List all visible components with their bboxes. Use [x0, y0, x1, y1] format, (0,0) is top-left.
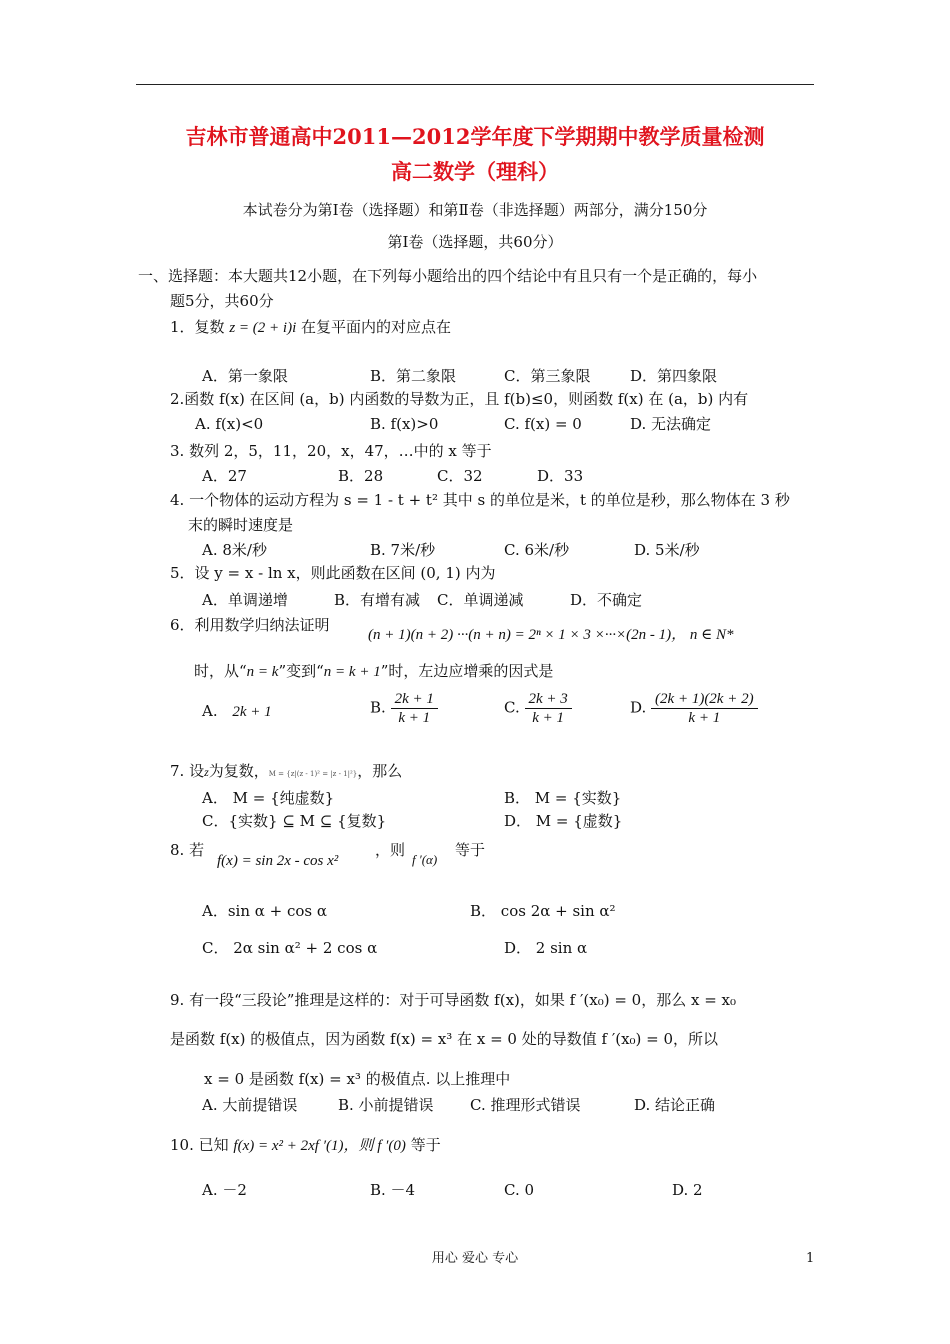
q8-option-c: C． 2α sin α² + 2 cos α	[202, 939, 378, 957]
q7-option-c: C．{实数} ⊆ M ⊆ {复数}	[202, 812, 387, 830]
q1-option-a: A．第一象限	[202, 367, 288, 385]
q4-option-b: B. 7米/秒	[370, 541, 436, 559]
footer-motto: 用心 爱心 专心	[431, 1251, 519, 1266]
q2-option-b: B. f(x)>0	[370, 415, 439, 433]
q8-mid: ，则	[375, 841, 406, 859]
q10-option-d: D. 2	[672, 1181, 703, 1199]
q6-c-denominator: k + 1	[532, 710, 565, 726]
question-6-cont	[194, 662, 553, 681]
q3-option-a: A．27	[202, 467, 247, 485]
q1-prefix: 1．复数	[170, 318, 225, 336]
q7-prefix: 7. 设	[170, 762, 205, 780]
q6-d-label: D.	[630, 698, 647, 717]
q7-option-b: B． M = {实数}	[504, 789, 622, 807]
q6-c-fraction	[525, 690, 572, 727]
q6-d-numerator: (2k + 1)(2k + 2)	[651, 690, 758, 709]
q9-option-d: D. 结论正确	[634, 1096, 716, 1114]
q3-option-d: D．33	[537, 467, 584, 485]
q8-suffix: 等于	[455, 841, 486, 859]
question-4: 4. 一个物体的运动方程为 s = 1 - t + t² 其中 s 的单位是米，t 的单位是秒，那么物体在 3 秒	[170, 491, 790, 509]
q6-option-c	[504, 690, 572, 727]
q8-option-a: A．sin α + cos α	[202, 902, 328, 920]
q6-to: n = k + 1	[323, 664, 381, 680]
q9-option-b: B. 小前提错误	[338, 1096, 434, 1114]
q8-option-d: D． 2 sin α	[504, 939, 588, 957]
question-7	[170, 762, 402, 780]
q8-derivative: f ′(α)	[412, 852, 438, 867]
q7-set-definition: M = {z|(z - 1)² = |z - 1|²}	[268, 770, 358, 778]
q6-option-b	[370, 690, 438, 727]
q1-option-b: B．第二象限	[370, 367, 457, 385]
exam-intro: 本试卷分为第Ⅰ卷（选择题）和第Ⅱ卷（非选择题）两部分，满分150分	[242, 201, 708, 219]
q6-text-a: 时，从“	[194, 662, 247, 680]
question-2: 2.函数 f(x) 在区间 (a，b) 内函数的导数为正，且 f(b)≤0，则函数 f(x) 在 (a，b) 内有	[170, 390, 749, 408]
q4-option-d: D. 5米/秒	[634, 541, 700, 559]
q10-suffix: 等于	[410, 1136, 441, 1154]
question-6: 6．利用数学归纳法证明	[170, 616, 330, 634]
q10-option-a: A. －2	[202, 1181, 247, 1199]
q6-text-b: ”变到“	[278, 662, 324, 680]
q6-a-value: 2k + 1	[232, 704, 272, 720]
question-9: 9. 有一段“三段论”推理是这样的：对于可导函数 f(x)，如果 f ′(x₀) = 0，那么 x = x₀	[170, 991, 737, 1009]
question-9-cont: 是函数 f(x) 的极值点，因为函数 f(x) = x³ 在 x = 0 处的导数值 f ′(x₀) = 0，所以	[170, 1030, 719, 1048]
top-rule	[136, 84, 814, 85]
q7-variable: z	[204, 765, 209, 779]
q7-option-d: D． M = {虚数}	[504, 812, 623, 830]
q10-formula: f(x) = x² + 2xf ′(1)，则 f ′(0)	[233, 1138, 406, 1154]
q1-option-c: C．第三象限	[504, 367, 591, 385]
question-4-cont: 末的瞬时速度是	[188, 516, 294, 534]
question-8-prefix: 8. 若	[170, 841, 205, 859]
q1-formula: z = (2 + i)i	[229, 320, 297, 336]
q4-option-c: C. 6米/秒	[504, 541, 570, 559]
question-9-cont2: x = 0 是函数 f(x) = x³ 的极值点. 以上推理中	[204, 1070, 511, 1088]
part-heading: 第Ⅰ卷（选择题，共60分）	[387, 233, 563, 251]
question-10	[170, 1136, 441, 1155]
q8-formula: f(x) = sin 2x - cos x²	[217, 853, 339, 869]
question-5: 5．设 y = x - ln x，则此函数在区间 (0, 1) 内为	[170, 564, 496, 582]
q5-option-a: A．单调递增	[202, 591, 288, 609]
q2-option-a: A. f(x)<0	[195, 415, 264, 433]
q5-option-b: B．有增有减	[334, 591, 421, 609]
q5-option-c: C．单调递减	[437, 591, 524, 609]
q9-option-c: C. 推理形式错误	[470, 1096, 581, 1114]
q2-option-d: D. 无法确定	[630, 415, 712, 433]
q6-text-c: ”时，左边应增乘的因式是	[380, 662, 554, 680]
q1-suffix: 在复平面内的对应点在	[301, 318, 452, 336]
q2-option-c: C. f(x) = 0	[504, 415, 582, 433]
q9-option-a: A. 大前提错误	[202, 1096, 298, 1114]
q6-d-fraction	[651, 690, 758, 727]
section-instruction-cont: 题5分，共60分	[170, 292, 274, 310]
q4-option-a: A. 8米/秒	[202, 541, 267, 559]
q10-option-b: B. －4	[370, 1181, 416, 1199]
q6-formula: (n + 1)(n + 2) ···(n + n) = 2ⁿ × 1 × 3 ×···×(2n - 1)， n ∈ N*	[368, 627, 734, 643]
q7-option-a: A． M = {纯虚数}	[202, 789, 335, 807]
q6-c-numerator: 2k + 3	[525, 690, 572, 709]
q6-from: n = k	[246, 664, 279, 680]
q6-b-numerator: 2k + 1	[391, 690, 438, 709]
section-instruction: 一、选择题：本大题共12小题，在下列每小题给出的四个结论中有且只有一个是正确的，每小	[138, 267, 758, 285]
exam-title: 吉林市普通高中2011—2012学年度下学期期中教学质量检测	[185, 124, 765, 149]
q6-b-denominator: k + 1	[398, 710, 431, 726]
q6-option-d	[630, 690, 758, 727]
q1-option-d: D．第四象限	[630, 367, 718, 385]
q3-option-b: B．28	[338, 467, 384, 485]
q6-option-a	[202, 702, 272, 721]
q7-suffix: ，那么	[357, 762, 403, 780]
question-1	[170, 318, 451, 337]
q3-option-c: C．32	[437, 467, 483, 485]
q10-prefix: 10. 已知	[170, 1136, 229, 1154]
exam-subtitle: 高二数学（理科）	[391, 159, 559, 184]
q8-option-b: B． cos 2α + sin α²	[470, 902, 616, 920]
page-number: 1	[806, 1251, 815, 1266]
q7-mid: 为复数，	[208, 762, 269, 780]
question-3: 3. 数列 2，5，11，20，x，47，…中的 x 等于	[170, 442, 492, 460]
q6-b-fraction	[391, 690, 438, 727]
q6-a-label: A.	[202, 702, 218, 720]
q6-b-label: B.	[370, 698, 386, 717]
q6-c-label: C.	[504, 698, 520, 717]
q6-d-denominator: k + 1	[688, 710, 721, 726]
q5-option-d: D．不确定	[570, 591, 643, 609]
q10-option-c: C. 0	[504, 1181, 535, 1199]
